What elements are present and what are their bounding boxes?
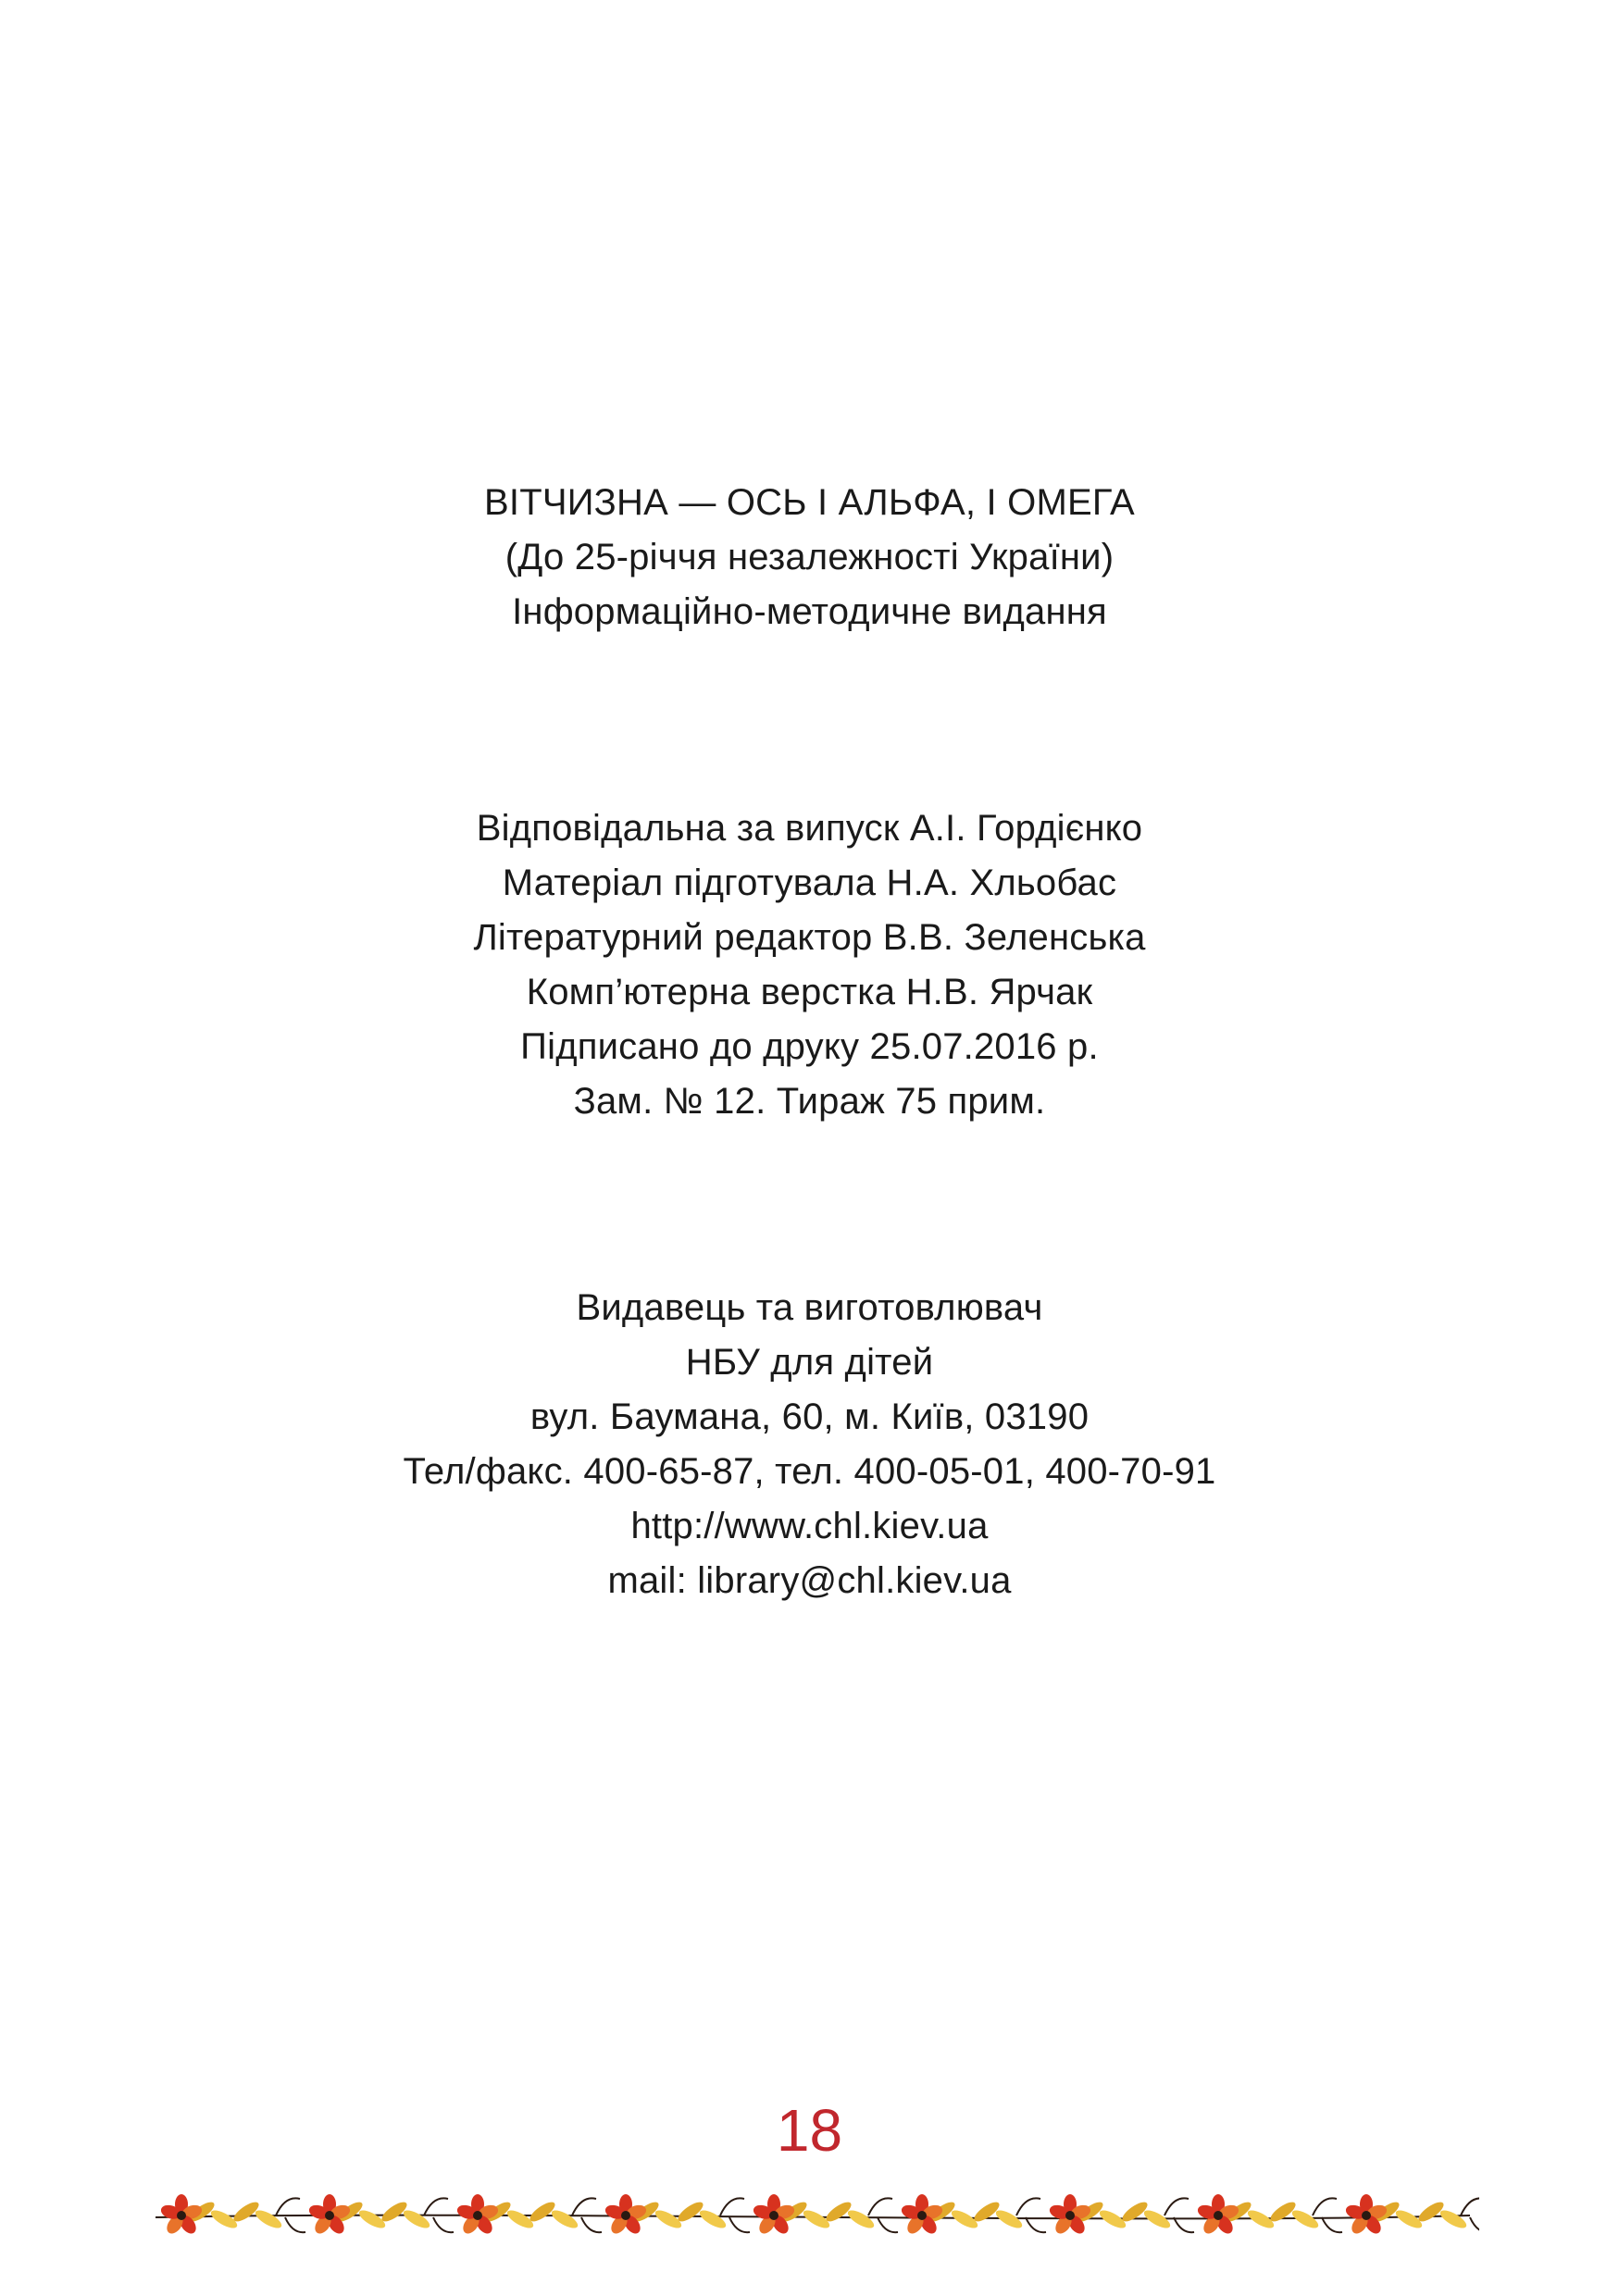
credit-responsible: Відповідальна за випуск А.І. Гордієнко: [476, 808, 1143, 849]
publisher-address: вул. Баумана, 60, м. Київ, 03190: [529, 1396, 1090, 1437]
document-subtitle: (До 25-річчя незалежності України): [504, 537, 1115, 577]
credit-prepared-by: Матеріал підготувала Н.А. Хльобас: [502, 863, 1117, 903]
document-title: ВІТЧИЗНА — ОСЬ І АЛЬФА, І ОМЕГА: [484, 482, 1135, 523]
title-block: [0, 476, 1619, 639]
credit-order-circulation: Зам. № 12. Тираж 75 прим.: [573, 1081, 1046, 1122]
credit-layout: Комп’ютерна верстка Н.В. Ярчак: [526, 972, 1093, 1012]
floral-ornament-border-icon: [146, 2175, 1479, 2254]
publisher-block: [0, 1281, 1619, 1608]
credit-signed-to-print: Підписано до друку 25.07.2016 р.: [520, 1026, 1099, 1067]
credits-block: [0, 801, 1619, 1129]
page-number: 18: [776, 2097, 843, 2164]
publisher-website: http://www.chl.kiev.ua: [630, 1506, 989, 1546]
credit-literary-editor: Літературний редактор В.В. Зеленська: [473, 917, 1146, 958]
publisher-heading: Видавець та виготовлювач: [576, 1287, 1043, 1328]
publisher-email: mail: library@chl.kiev.ua: [607, 1560, 1012, 1601]
edition-type: Інформаційно-методичне видання: [512, 591, 1107, 632]
publisher-name: НБУ для дітей: [685, 1342, 934, 1383]
publisher-phones: Тел/факс. 400-65-87, тел. 400-05-01, 400-70-91: [403, 1451, 1216, 1492]
